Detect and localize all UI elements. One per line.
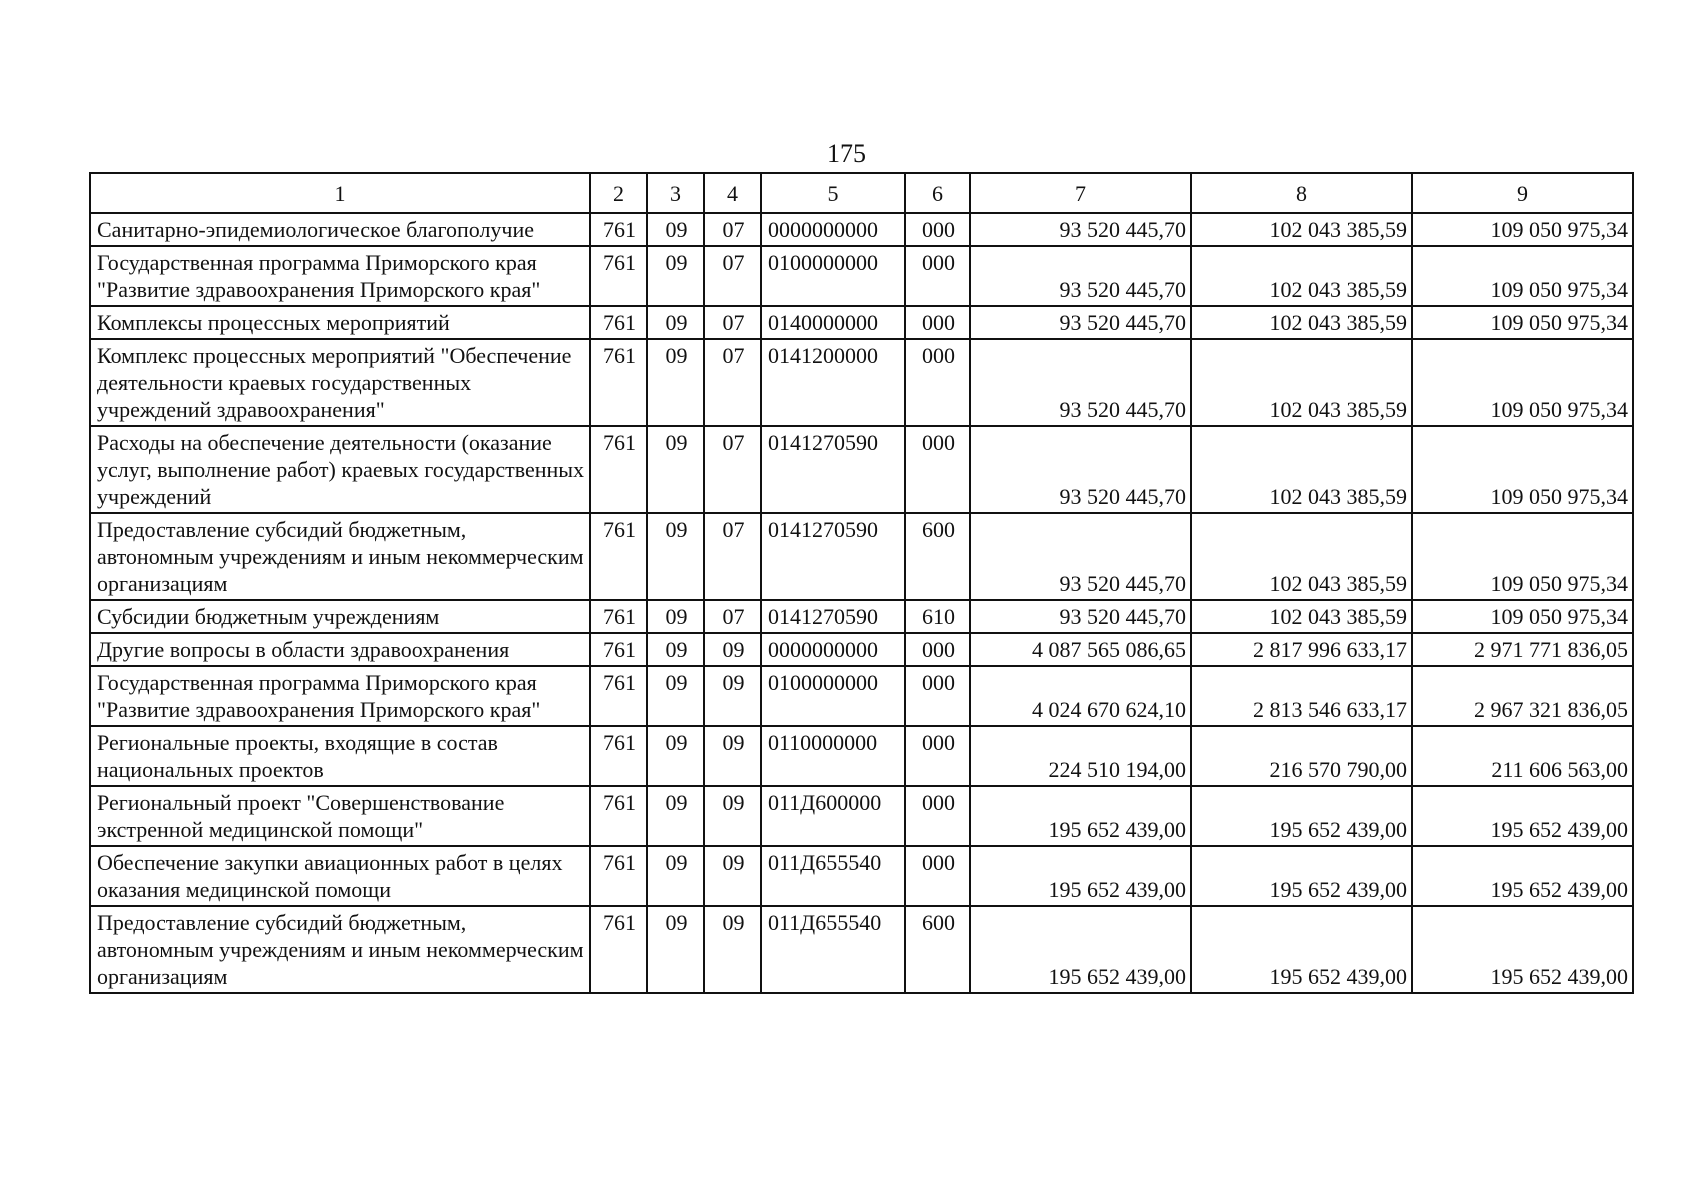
column-header-8: 8 [1191, 173, 1412, 213]
col-5-code: 0141270590 [761, 600, 905, 633]
column-header-4: 4 [704, 173, 761, 213]
amount-col-8: 195 652 439,00 [1191, 846, 1412, 906]
col-2-code: 761 [590, 726, 647, 786]
col-2-code: 761 [590, 906, 647, 993]
col-2-code: 761 [590, 213, 647, 246]
col-6-code: 000 [905, 726, 970, 786]
amount-col-9: 195 652 439,00 [1412, 846, 1633, 906]
col-4-code: 07 [704, 600, 761, 633]
amount-col-9: 109 050 975,34 [1412, 213, 1633, 246]
col-5-code: 0110000000 [761, 726, 905, 786]
col-3-code: 09 [647, 246, 704, 306]
col-5-code: 011Д655540 [761, 846, 905, 906]
col-3-code: 09 [647, 786, 704, 846]
col-5-code: 011Д655540 [761, 906, 905, 993]
amount-col-9: 109 050 975,34 [1412, 246, 1633, 306]
table-row [90, 306, 1633, 339]
col-5-code: 011Д600000 [761, 786, 905, 846]
col-3-code: 09 [647, 906, 704, 993]
amount-col-9: 109 050 975,34 [1412, 339, 1633, 426]
row-name: Региональный проект "Совершенствование экстренной медицинской помощи" [90, 786, 590, 846]
amount-col-8: 102 043 385,59 [1191, 426, 1412, 513]
col-5-code: 0000000000 [761, 213, 905, 246]
amount-col-8: 102 043 385,59 [1191, 213, 1412, 246]
amount-col-8: 2 817 996 633,17 [1191, 633, 1412, 666]
col-3-code: 09 [647, 306, 704, 339]
col-2-code: 761 [590, 513, 647, 600]
amount-col-8: 216 570 790,00 [1191, 726, 1412, 786]
row-name: Комплексы процессных мероприятий [90, 306, 590, 339]
col-6-code: 000 [905, 786, 970, 846]
col-6-code: 000 [905, 213, 970, 246]
col-5-code: 0000000000 [761, 633, 905, 666]
amount-col-8: 195 652 439,00 [1191, 786, 1412, 846]
col-4-code: 09 [704, 846, 761, 906]
row-name: Обеспечение закупки авиационных работ в целях оказания медицинской помощи [90, 846, 590, 906]
col-6-code: 000 [905, 846, 970, 906]
col-3-code: 09 [647, 600, 704, 633]
col-6-code: 000 [905, 426, 970, 513]
amount-col-9: 2 971 771 836,05 [1412, 633, 1633, 666]
table-row [90, 246, 1633, 306]
col-2-code: 761 [590, 786, 647, 846]
amount-col-7: 93 520 445,70 [970, 306, 1191, 339]
column-header-2: 2 [590, 173, 647, 213]
amount-col-8: 102 043 385,59 [1191, 246, 1412, 306]
amount-col-9: 109 050 975,34 [1412, 426, 1633, 513]
amount-col-7: 195 652 439,00 [970, 786, 1191, 846]
amount-col-7: 4 024 670 624,10 [970, 666, 1191, 726]
col-2-code: 761 [590, 846, 647, 906]
col-2-code: 761 [590, 246, 647, 306]
col-4-code: 07 [704, 246, 761, 306]
col-4-code: 09 [704, 633, 761, 666]
amount-col-7: 93 520 445,70 [970, 246, 1191, 306]
table-row [90, 726, 1633, 786]
col-6-code: 000 [905, 666, 970, 726]
table-row [90, 906, 1633, 993]
table-row [90, 513, 1633, 600]
amount-col-7: 93 520 445,70 [970, 426, 1191, 513]
column-header-3: 3 [647, 173, 704, 213]
col-2-code: 761 [590, 306, 647, 339]
col-2-code: 761 [590, 600, 647, 633]
col-3-code: 09 [647, 213, 704, 246]
col-3-code: 09 [647, 846, 704, 906]
row-name: Санитарно-эпидемиологическое благополучие [90, 213, 590, 246]
amount-col-9: 211 606 563,00 [1412, 726, 1633, 786]
row-name: Государственная программа Приморского края "Развитие здравоохранения Приморского края" [90, 246, 590, 306]
col-4-code: 09 [704, 906, 761, 993]
col-2-code: 761 [590, 426, 647, 513]
col-4-code: 09 [704, 726, 761, 786]
amount-col-9: 2 967 321 836,05 [1412, 666, 1633, 726]
table-row [90, 426, 1633, 513]
col-5-code: 0100000000 [761, 246, 905, 306]
table-body [90, 213, 1633, 993]
amount-col-9: 109 050 975,34 [1412, 513, 1633, 600]
amount-col-7: 93 520 445,70 [970, 513, 1191, 600]
col-4-code: 09 [704, 786, 761, 846]
column-header-5: 5 [761, 173, 905, 213]
col-2-code: 761 [590, 666, 647, 726]
table-row [90, 786, 1633, 846]
col-4-code: 07 [704, 213, 761, 246]
col-6-code: 000 [905, 633, 970, 666]
table-row [90, 846, 1633, 906]
amount-col-9: 195 652 439,00 [1412, 786, 1633, 846]
amount-col-7: 224 510 194,00 [970, 726, 1191, 786]
row-name: Другие вопросы в области здравоохранения [90, 633, 590, 666]
amount-col-8: 2 813 546 633,17 [1191, 666, 1412, 726]
amount-col-7: 93 520 445,70 [970, 213, 1191, 246]
amount-col-8: 102 043 385,59 [1191, 600, 1412, 633]
row-name: Государственная программа Приморского края "Развитие здравоохранения Приморского края" [90, 666, 590, 726]
col-6-code: 000 [905, 306, 970, 339]
column-header-1: 1 [90, 173, 590, 213]
col-4-code: 09 [704, 666, 761, 726]
table-row [90, 213, 1633, 246]
row-name: Предоставление субсидий бюджетным, автономным учреждениям и иным некоммерческим организациям [90, 513, 590, 600]
page-number: 175 [827, 139, 866, 168]
col-3-code: 09 [647, 666, 704, 726]
amount-col-9: 195 652 439,00 [1412, 906, 1633, 993]
col-4-code: 07 [704, 513, 761, 600]
col-3-code: 09 [647, 339, 704, 426]
col-3-code: 09 [647, 726, 704, 786]
col-3-code: 09 [647, 513, 704, 600]
column-header-9: 9 [1412, 173, 1633, 213]
col-2-code: 761 [590, 633, 647, 666]
col-4-code: 07 [704, 306, 761, 339]
row-name: Предоставление субсидий бюджетным, автономным учреждениям и иным некоммерческим организациям [90, 906, 590, 993]
amount-col-8: 102 043 385,59 [1191, 513, 1412, 600]
amount-col-7: 4 087 565 086,65 [970, 633, 1191, 666]
amount-col-8: 102 043 385,59 [1191, 306, 1412, 339]
amount-col-9: 109 050 975,34 [1412, 306, 1633, 339]
column-header-7: 7 [970, 173, 1191, 213]
col-3-code: 09 [647, 633, 704, 666]
col-5-code: 0141270590 [761, 426, 905, 513]
col-6-code: 600 [905, 513, 970, 600]
amount-col-8: 195 652 439,00 [1191, 906, 1412, 993]
col-4-code: 07 [704, 339, 761, 426]
table-row [90, 666, 1633, 726]
amount-col-7: 93 520 445,70 [970, 339, 1191, 426]
col-5-code: 0140000000 [761, 306, 905, 339]
amount-col-7: 93 520 445,70 [970, 600, 1191, 633]
amount-col-8: 102 043 385,59 [1191, 339, 1412, 426]
table-row [90, 633, 1633, 666]
col-6-code: 610 [905, 600, 970, 633]
col-4-code: 07 [704, 426, 761, 513]
amount-col-7: 195 652 439,00 [970, 846, 1191, 906]
budget-table [89, 172, 1634, 994]
table-row [90, 339, 1633, 426]
col-5-code: 0141200000 [761, 339, 905, 426]
col-5-code: 0141270590 [761, 513, 905, 600]
col-6-code: 600 [905, 906, 970, 993]
table-header-row [90, 173, 1633, 213]
row-name: Региональные проекты, входящие в состав национальных проектов [90, 726, 590, 786]
column-header-6: 6 [905, 173, 970, 213]
row-name: Субсидии бюджетным учреждениям [90, 600, 590, 633]
col-6-code: 000 [905, 246, 970, 306]
table-row [90, 600, 1633, 633]
col-6-code: 000 [905, 339, 970, 426]
amount-col-7: 195 652 439,00 [970, 906, 1191, 993]
col-5-code: 0100000000 [761, 666, 905, 726]
row-name: Комплекс процессных мероприятий "Обеспечение деятельности краевых государственных учреждений здравоохранения" [90, 339, 590, 426]
col-3-code: 09 [647, 426, 704, 513]
col-2-code: 761 [590, 339, 647, 426]
row-name: Расходы на обеспечение деятельности (оказание услуг, выполнение работ) краевых государственных учреждений [90, 426, 590, 513]
amount-col-9: 109 050 975,34 [1412, 600, 1633, 633]
